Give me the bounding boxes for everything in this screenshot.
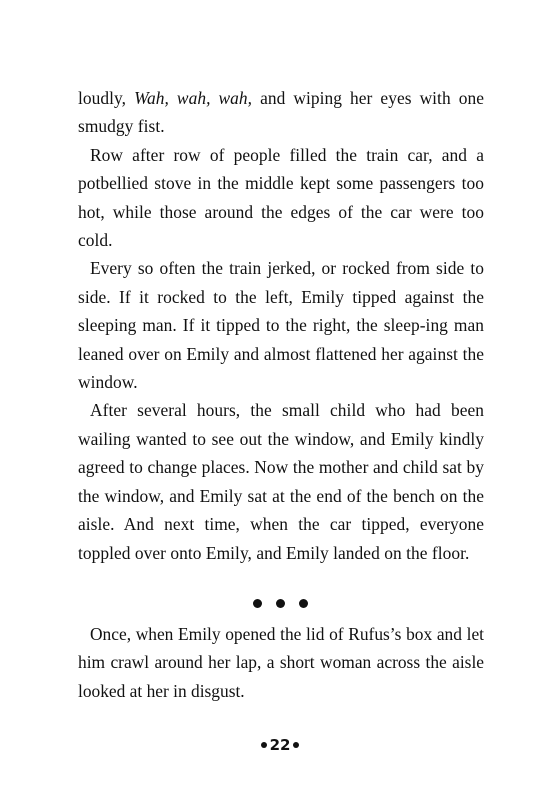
paragraph-4: After several hours, the small child who had been wailing wanted to see out the window, and Emily kindly agreed to change places. Now the mother and child sat by the window, and Emily sat at the end of the bench on the aisle. And next time, when the car tipped, everyone toppled over onto Emily, and Emily landed on the floor. [78, 400, 484, 563]
paragraph-1-start: loudly, [78, 88, 135, 108]
section-break-dot [253, 599, 262, 608]
page-number-ornament-dot [293, 742, 299, 748]
paragraph-1-italic: Wah, wah, wah, [134, 88, 253, 108]
page-number-ornament-dot [261, 742, 267, 748]
body-text-continued [78, 620, 484, 705]
page-number [0, 736, 560, 754]
paragraph-2: Row after row of people filled the train car, and a potbellied stove in the middle kept some passengers too hot, while those around the edges of the car were too cold. [78, 144, 484, 251]
section-break-dot [299, 599, 308, 608]
body-text [78, 84, 484, 567]
paragraph-3: Every so often the train jerked, or rocked from side to side. If it rocked to the left, Emily tipped against the sleeping man. If it tipped to the right, the sleep-ing man leaned over on Emily and almost flattened her against the window. [78, 258, 484, 393]
paragraph-5: Once, when Emily opened the lid of Rufus’s box and let him crawl around her lap, a short woman across the aisle looked at her in disgust. [78, 624, 484, 701]
section-break [0, 596, 560, 610]
page-number-value: 22 [269, 736, 291, 754]
section-break-dot [276, 599, 285, 608]
paragraph-1 [78, 84, 484, 141]
paragraph-1-end: and wiping her eyes with one smudgy fist. [78, 88, 484, 137]
